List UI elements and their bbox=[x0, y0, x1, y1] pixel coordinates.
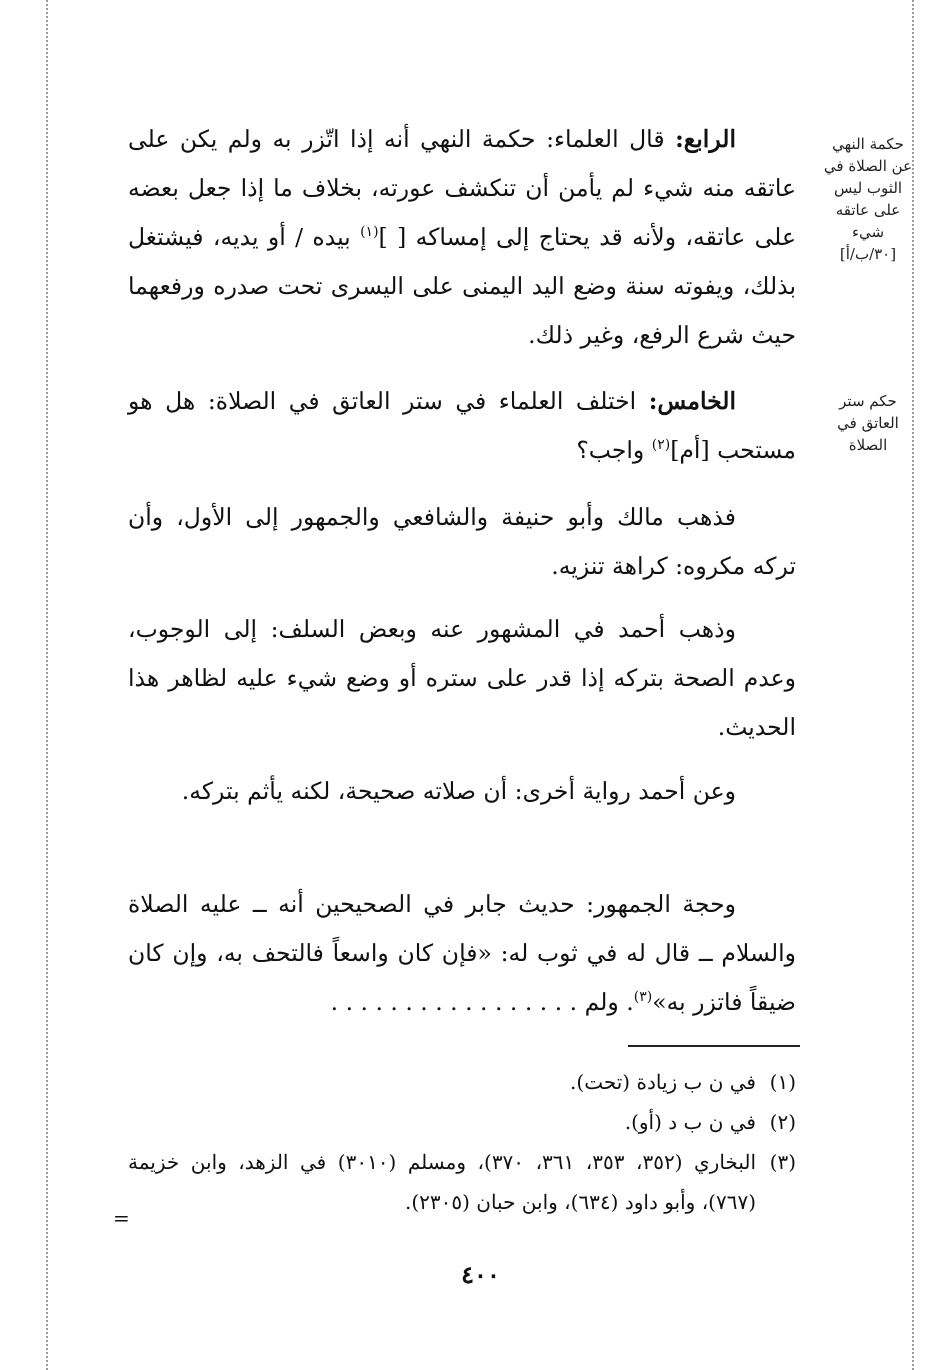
margin-note-2 bbox=[823, 390, 913, 456]
footnote-3-text: البخاري (٣٥٢، ٣٥٣، ٣٦١، ٣٧٠)، ومسلم (٣٠١٠) في الزهد، وابن خزيمة (٧٦٧)، وأبو داود (٦٣٤)، وابن حبان (٢٣٠٥). bbox=[128, 1150, 757, 1214]
footnote-ref-1: (١) bbox=[360, 224, 379, 241]
paragraph-6-text: وحجة الجمهور: حديث جابر في الصحيحين أنه ــ عليه الصلاة والسلام ــ قال له في ثوب له: «فإن كان واسعاً فالتحف به، وإن كان ضيقاً فاتزر به» bbox=[128, 890, 796, 1016]
footnote-1 bbox=[128, 1062, 796, 1102]
footnote-1-number: (١) bbox=[769, 1070, 796, 1094]
paragraph-1-text: قال العلماء: حكمة النهي أنه إذا اتّزر به ولم يكن على عاتقه منه شيء لم يأمن أن تنكشف عورته، بخلاف ما إذا جعل بعضه على عاتقه، ولأنه قد يحتاج إلى إمساكه [ ] bbox=[128, 125, 796, 251]
footnote-2 bbox=[128, 1102, 796, 1142]
continuation-dots: . . . . . . . . . . . . . . . . . bbox=[330, 988, 585, 1016]
paragraph-2-lead: الخامس: bbox=[648, 387, 736, 415]
footnote-ref-2: (٢) bbox=[651, 437, 671, 454]
margin-note-1-text: حكمة النهي عن الصلاة في الثوب ليس على عاتقه شيء bbox=[823, 135, 913, 241]
paragraph-1 bbox=[128, 115, 796, 360]
margin-note-1 bbox=[823, 133, 913, 265]
paragraph-1-lead: الرابع: bbox=[675, 125, 736, 153]
paragraph-2-text-after: واجب؟ bbox=[576, 436, 652, 464]
paragraph-5 bbox=[128, 767, 796, 816]
paragraph-2-text: اختلف العلماء في ستر العاتق في الصلاة: هل هو مستحب [أم] bbox=[128, 387, 796, 464]
paragraph-6 bbox=[128, 880, 796, 1027]
paragraph-5-text: وعن أحمد رواية أخرى: أن صلاته صحيحة، لكنه يأثم بتركه. bbox=[181, 777, 736, 805]
footnote-2-number: (٢) bbox=[769, 1110, 796, 1134]
footnote-continue-mark: = bbox=[113, 1206, 130, 1230]
footnote-3 bbox=[128, 1142, 796, 1222]
footnote-ref-3: (٣) bbox=[633, 989, 653, 1006]
paragraph-3 bbox=[128, 493, 796, 591]
paragraph-6-text-after: . ولم bbox=[584, 988, 634, 1016]
footnote-3-number: (٣) bbox=[769, 1150, 796, 1174]
paragraph-1-text-after: بيده / أو يديه، فيشتغل بذلك، ويفوته سنة وضع اليد اليمنى على اليسرى تحت صدره ورفعهما حيث شرع الرفع، وغير ذلك. bbox=[128, 223, 796, 349]
left-margin-dots bbox=[46, 0, 48, 1370]
paragraph-4-text: وذهب أحمد في المشهور عنه وبعض السلف: إلى الوجوب، وعدم الصحة بتركه إذا قدر على ستره أو وضع شيء عليه لظاهر هذا الحديث. bbox=[128, 615, 796, 741]
paragraph-3-text: فذهب مالك وأبو حنيفة والشافعي والجمهور إلى الأول، وأن تركه مكروه: كراهة تنزيه. bbox=[128, 503, 796, 580]
margin-note-1-ref: [٣٠/ب/أ] bbox=[839, 245, 897, 263]
footnote-2-text: في ن ب د (أو). bbox=[624, 1110, 756, 1134]
page-number: ٤٠٠ bbox=[461, 1260, 500, 1289]
footnotes bbox=[128, 1062, 796, 1222]
paragraph-4 bbox=[128, 605, 796, 752]
footnote-1-text: في ن ب زيادة (تحت). bbox=[570, 1070, 756, 1094]
margin-note-2-text: حكم ستر العاتق في الصلاة bbox=[837, 392, 899, 454]
footnote-separator bbox=[628, 1045, 800, 1047]
paragraph-2 bbox=[128, 377, 796, 475]
